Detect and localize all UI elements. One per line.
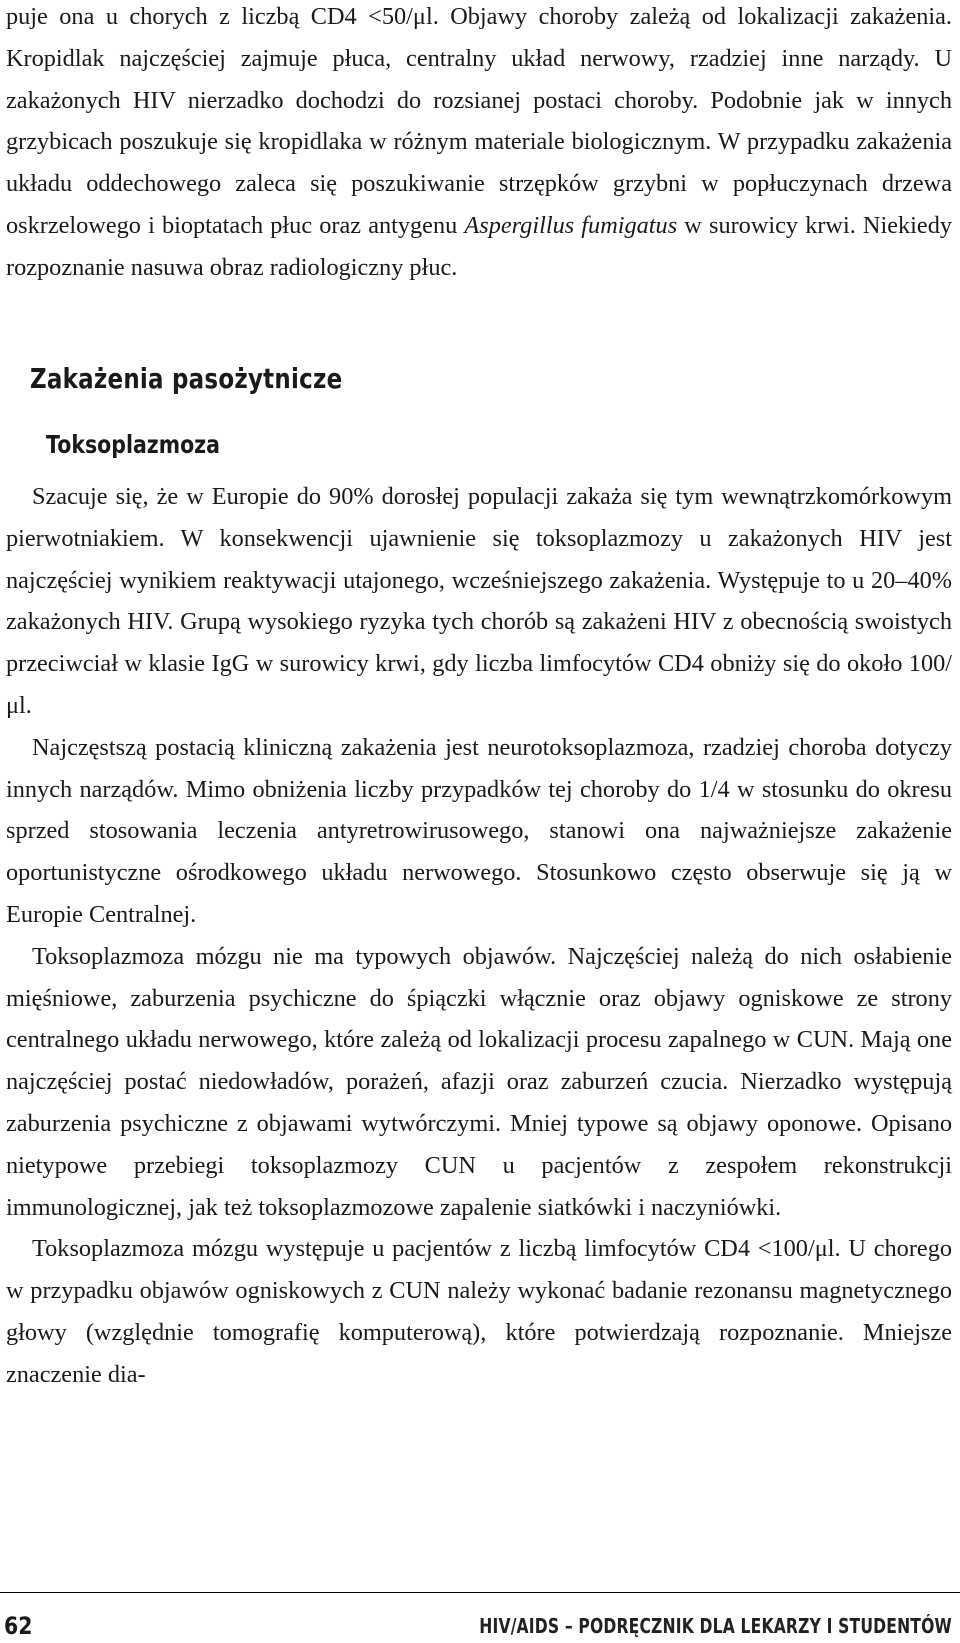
text-block-top (6, 0, 952, 289)
section-heading: Zakażenia pasożytnicze (30, 362, 343, 395)
running-footer-title: HIV/AIDS – PODRĘCZNIK DLA LEKARZY I STUDENTÓW (479, 1614, 952, 1638)
paragraph-4: Toksoplazmoza mózgu występuje u pacjentów z liczbą limfocytów CD4 <100/μl. U chorego w przypadku objawów ogniskowych z CUN należy wykonać badanie rezonansu magnetycznego głowy (względnie tomografię komputerową), które potwierdzają rozpoznanie. Mniejsze znaczenie dia- (6, 1235, 952, 1388)
text-block-toxoplasmosis (6, 476, 952, 1396)
text-run: w surowicy krwi. Niekiedy rozpoznanie nasuwa obraz radiologiczny płuc. (6, 211, 952, 281)
page-number: 62 (4, 1612, 33, 1640)
species-name: Aspergillus fumigatus (464, 211, 678, 239)
paragraph-1: Szacuje się, że w Europie do 90% dorosłej populacji zakaża się tym wewnątrzkomórkowym pierwotniakiem. W konsekwencji ujawnienie się toksoplazmozy u zakażonych HIV jest najczęściej wynikiem reaktywacji utajonego, wcześniejszego zakażenia. Występuje to u 20–40% zakażonych HIV. Grupą wysokiego ryzyka tych chorób są zakażeni HIV z obecnością swoistych przeciwciał w klasie IgG w surowicy krwi, gdy liczba limfocytów CD4 obniży się do około 100/μl. (6, 483, 952, 719)
subsection-heading: Toksoplazmoza (46, 430, 220, 459)
paragraph-3: Toksoplazmoza mózgu nie ma typowych objawów. Najczęściej należą do nich osłabienie mięśniowe, zaburzenia psychiczne do śpiączki włącznie oraz objawy ogniskowe ze strony centralnego układu nerwowego, które zależą od lokalizacji procesu zapalnego w CUN. Mają one najczęściej postać niedowładów, porażeń, afazji oraz zaburzeń czucia. Nierzadko występują zaburzenia psychiczne z objawami wytwórczymi. Mniej typowe są objawy oponowe. Opisano nietypowe przebiegi toksoplazmozy CUN u pacjentów z zespołem rekonstrukcji immunologicznej, jak też toksoplazmozowe zapalenie siatkówki i naczyniówki. (6, 942, 952, 1221)
paragraph-aspergillus (6, 0, 952, 289)
footer-divider (0, 1592, 960, 1593)
text-run: puje ona u chorych z liczbą CD4 <50/μl. Objawy choroby zależą od lokalizacji zakażenia. Kropidlak najczęściej zajmuje płuca, centralny układ nerwowy, rzadziej inne narządy. U zakażonych HIV nierzadko dochodzi do rozsianej postaci choroby. Podobnie jak w innych grzybicach poszukuje się kropidlaka w różnym materiale biologicznym. W przypadku zakażenia układu oddechowego zaleca się poszukiwanie strzępków grzybni w popłuczynach drzewa oskrzelowego i bioptatach płuc oraz antygenu (6, 3, 952, 239)
paragraph-2: Najczęstszą postacią kliniczną zakażenia jest neurotoksoplazmoza, rzadziej choroba dotyczy innych narządów. Mimo obniżenia liczby przypadków tej choroby do 1/4 w stosunku do okresu sprzed stosowania leczenia antyretrowirusowego, stanowi ona najważniejsze zakażenie oportunistyczne ośrodkowego układu nerwowego. Stosunkowo często obserwuje się ją w Europie Centralnej. (6, 733, 952, 928)
